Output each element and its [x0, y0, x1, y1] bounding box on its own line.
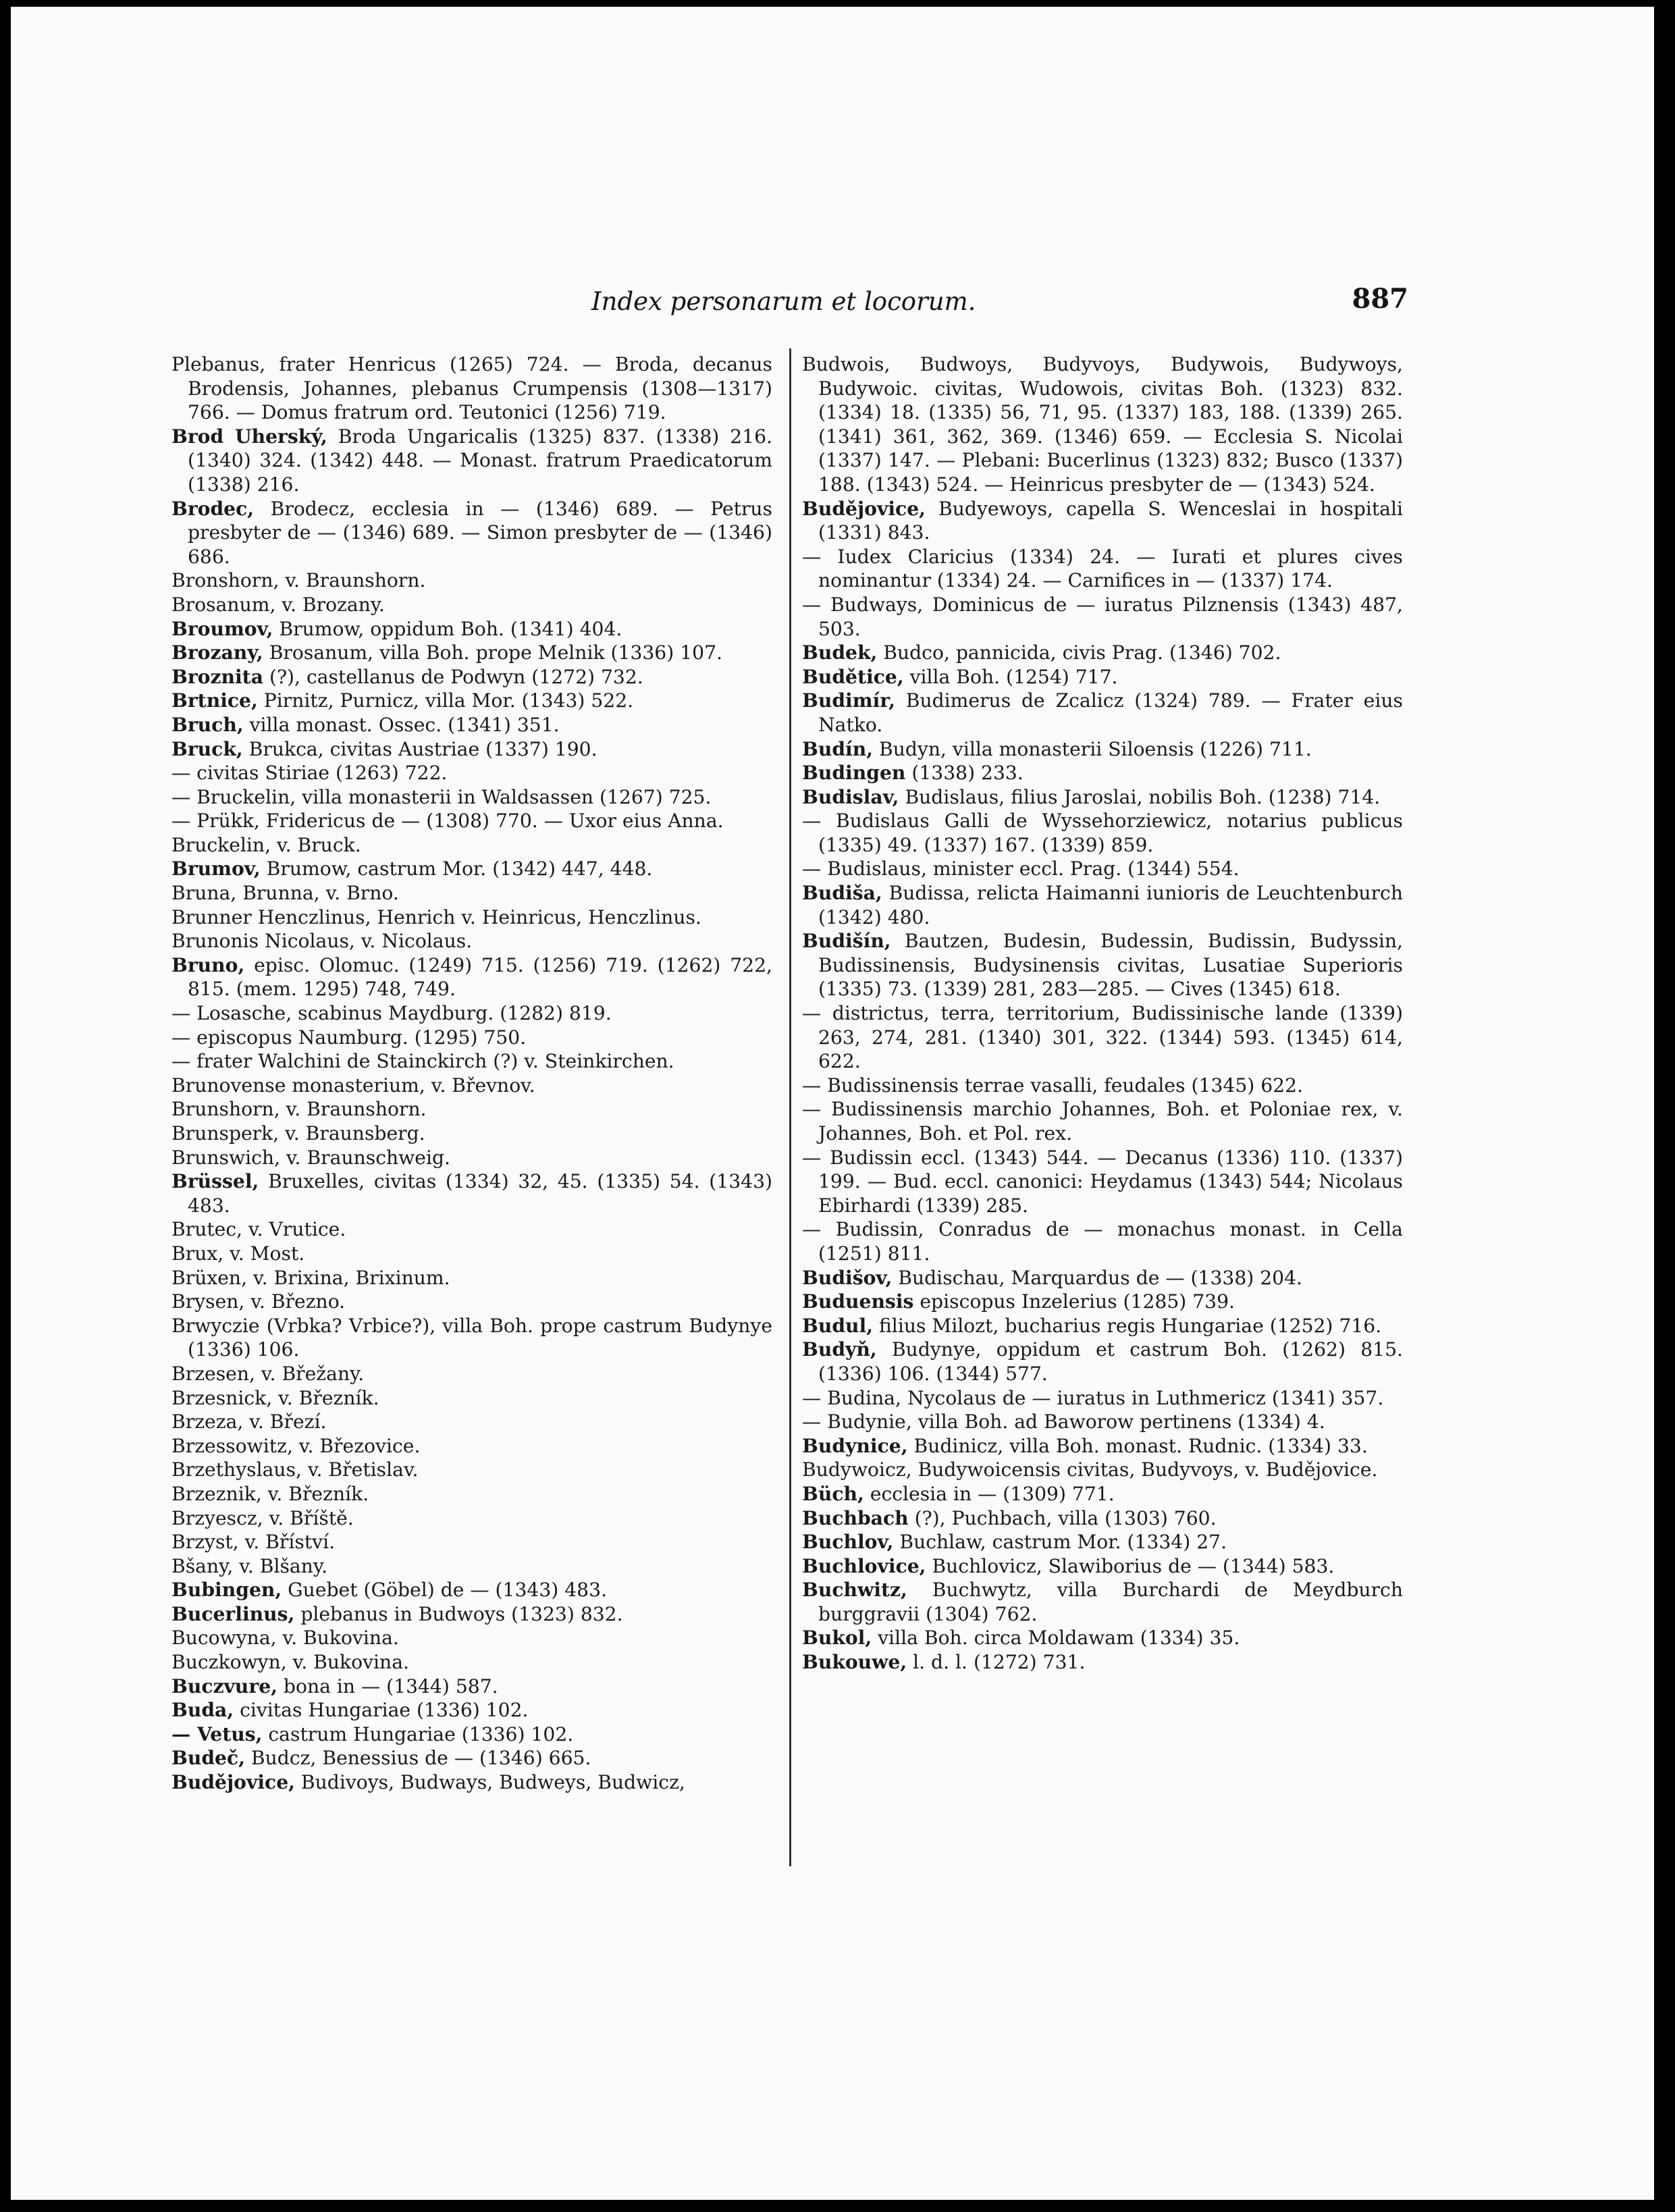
entry-headword: Bukouwe,	[802, 1651, 907, 1674]
index-entry	[802, 497, 1403, 545]
entry-text: villa Boh. (1254) 717.	[903, 665, 1118, 688]
index-entry	[171, 905, 772, 930]
entry-text: Brzeza, v. Březí.	[171, 1411, 327, 1433]
index-entry	[171, 497, 772, 569]
index-entry	[171, 1169, 772, 1217]
entry-headword: Budyň,	[802, 1338, 877, 1361]
entry-text: plebanus in Budwoys (1323) 832.	[294, 1602, 623, 1625]
entry-headword: — Vetus,	[171, 1722, 263, 1745]
index-entry	[802, 665, 1403, 689]
index-entry	[171, 1434, 772, 1458]
entry-headword: Budul,	[802, 1314, 874, 1337]
entry-text: Budywoicz, Budywoicensis civitas, Budyvoys, v. Budějovice.	[802, 1458, 1378, 1481]
entry-text: Buczkowyn, v. Bukovina.	[171, 1651, 409, 1674]
document-page	[11, 7, 1654, 2200]
index-entry	[171, 809, 772, 833]
entry-text: — Budissinensis terrae vasalli, feudales (1345) 622.	[802, 1074, 1303, 1097]
entry-text: Brosanum, villa Boh. prope Melnik (1336) 107.	[263, 641, 722, 664]
index-entry	[171, 1290, 772, 1314]
entry-text: Brunswich, v. Braunschweig.	[171, 1146, 450, 1169]
index-entry	[171, 1650, 772, 1675]
index-entry	[802, 737, 1403, 762]
index-entry	[171, 617, 772, 641]
index-entry	[802, 689, 1403, 737]
index-entry	[171, 1482, 772, 1506]
entry-text: — Budissin eccl. (1343) 544. — Decanus (1336) 110. (1337) 199. — Bud. eccl. canonici: Heydamus (1343) 544; Nicolaus Ebirhardi (1339) 285.	[802, 1146, 1403, 1217]
index-entry	[802, 1001, 1403, 1074]
index-entry	[802, 929, 1403, 1001]
entry-text: (?), castellanus de Podwyn (1272) 732.	[263, 665, 643, 688]
entry-text: Brunonis Nicolaus, v. Nicolaus.	[171, 930, 473, 953]
entry-headword: Brod Uherský,	[171, 425, 327, 448]
index-entry	[171, 1698, 772, 1722]
entry-text: Plebanus, frater Henricus (1265) 724. — Broda, decanus Brodensis, Johannes, plebanus Crumpensis (1308—1317) 766. — Domus fratrum ord. Teutonici (1256) 719.	[171, 353, 772, 424]
entry-headword: Bruck,	[171, 737, 243, 760]
entry-text: ecclesia in — (1309) 771.	[863, 1482, 1115, 1505]
entry-headword: Brüssel,	[171, 1170, 259, 1193]
index-entry	[802, 1386, 1403, 1411]
entry-headword: Broznita	[171, 665, 263, 688]
index-entry	[171, 713, 772, 737]
index-entry	[802, 1554, 1403, 1579]
entry-text: Buchlovicz, Slawiborius de — (1344) 583.	[926, 1554, 1335, 1577]
entry-headword: Brtnice,	[171, 689, 258, 712]
index-entry	[802, 641, 1403, 665]
entry-text: Brunshorn, v. Braunshorn.	[171, 1098, 427, 1121]
index-entry	[171, 785, 772, 810]
entry-text: — Iudex Claricius (1334) 24. — Iurati et plures cives nominantur (1334) 24. — Carnifices in — (1337) 174.	[802, 545, 1403, 592]
entry-text: Budissa, relicta Haimanni iunioris de Leuchtenburch (1342) 480.	[818, 882, 1403, 928]
entry-headword: Budějovice,	[171, 1771, 295, 1794]
entry-headword: Buchlov,	[802, 1531, 894, 1554]
entry-text: Guebet (Göbel) de — (1343) 483.	[282, 1579, 607, 1602]
index-entry	[171, 1675, 772, 1699]
entry-text: — Budways, Dominicus de — iuratus Pilznensis (1343) 487, 503.	[802, 593, 1403, 640]
entry-text: (1338) 233.	[905, 762, 1023, 785]
entry-headword: Bruch,	[171, 713, 244, 736]
entry-text: (?), Puchbach, villa (1303) 760.	[908, 1506, 1217, 1529]
entry-headword: Buda,	[171, 1699, 234, 1722]
entry-text: Brutec, v. Vrutice.	[171, 1218, 346, 1241]
index-entry	[802, 1266, 1403, 1290]
entry-text: Brysen, v. Březno.	[171, 1290, 346, 1313]
entry-text: Brzyst, v. Bříství.	[171, 1531, 336, 1554]
entry-headword: Budislav,	[802, 785, 899, 808]
entry-text: episc. Olomuc. (1249) 715. (1256) 719. (1262) 722, 815. (mem. 1295) 748, 749.	[188, 953, 772, 1001]
index-entry	[171, 1458, 772, 1482]
entry-text: — Budislaus, minister eccl. Prag. (1344) 554.	[802, 858, 1240, 880]
entry-text: Brukca, civitas Austriae (1337) 190.	[242, 737, 597, 760]
index-entry	[802, 761, 1403, 785]
index-entry	[171, 593, 772, 617]
index-entry	[802, 1482, 1403, 1506]
entry-text: — Prükk, Fridericus de — (1308) 770. — Uxor eius Anna.	[171, 810, 724, 833]
entry-text: Budyewoys, capella S. Wenceslai in hospitali (1331) 843.	[818, 497, 1403, 544]
entry-headword: Bukol,	[802, 1627, 872, 1650]
entry-text: Brzesnick, v. Březník.	[171, 1386, 379, 1409]
running-title: Index personarum et locorum.	[591, 287, 976, 316]
entry-text: — frater Walchini de Stainckirch (?) v. Steinkirchen.	[171, 1050, 674, 1073]
entry-text: Brux, v. Most.	[171, 1242, 305, 1265]
entry-text: Budimerus de Zcalicz (1324) 789. — Frater eius Natko.	[818, 689, 1403, 736]
entry-text: — Budissinensis marchio Johannes, Boh. et Poloniae rex, v. Johannes, Boh. et Pol. rex.	[802, 1098, 1403, 1144]
entry-text: Bautzen, Budesin, Budessin, Budissin, Budyssin, Budissinensis, Budysinensis civitas, Lusatiae Superioris (1335) 73. (1339) 281, 283—285. — Cives (1345) 618.	[818, 930, 1403, 1001]
entry-headword: Büch,	[802, 1482, 864, 1505]
entry-text: — Budynie, villa Boh. ad Baworow pertinens (1334) 4.	[802, 1411, 1325, 1433]
index-entry	[802, 1314, 1403, 1338]
index-entry	[171, 737, 772, 762]
index-entry	[171, 929, 772, 953]
index-entry	[802, 352, 1403, 497]
index-entry	[171, 665, 772, 689]
entry-text: civitas Hungariae (1336) 102.	[234, 1699, 529, 1722]
index-entry	[171, 1122, 772, 1146]
entry-text: Brumow, castrum Mor. (1342) 447, 448.	[260, 858, 653, 880]
index-entry	[171, 1314, 772, 1362]
entry-text: — episcopus Naumburg. (1295) 750.	[171, 1026, 527, 1049]
index-entry	[802, 1434, 1403, 1458]
entry-text: Buchwytz, villa Burchardi de Meydburch burggravii (1304) 762.	[818, 1579, 1403, 1625]
index-entry	[171, 689, 772, 713]
entry-headword: Budějovice,	[802, 497, 926, 520]
entry-text: castrum Hungariae (1336) 102.	[262, 1722, 574, 1745]
index-entry	[802, 809, 1403, 857]
entry-text: Buchlaw, castrum Mor. (1334) 27.	[893, 1531, 1227, 1554]
entry-text: episcopus Inzelerius (1285) 739.	[913, 1290, 1235, 1313]
entry-text: — Bruckelin, villa monasterii in Waldsassen (1267) 725.	[171, 785, 712, 808]
entry-headword: Budiša,	[802, 882, 882, 905]
entry-text: Bucowyna, v. Bukovina.	[171, 1627, 399, 1650]
index-entry	[802, 1530, 1403, 1554]
entry-headword: Buczvure,	[171, 1675, 277, 1697]
entry-text: Brwyczie (Vrbka? Vrbice?), villa Boh. prope castrum Budynye (1336) 106.	[171, 1314, 772, 1361]
index-entry	[802, 881, 1403, 929]
entry-text: Budynye, oppidum et castrum Boh. (1262) 815. (1336) 106. (1344) 577.	[818, 1338, 1403, 1385]
index-entry	[802, 857, 1403, 881]
entry-headword: Buchwitz,	[802, 1579, 907, 1602]
entry-headword: Bruno,	[171, 953, 245, 976]
entry-headword: Budek,	[802, 641, 878, 664]
index-entry	[171, 881, 772, 905]
index-entry	[802, 1458, 1403, 1482]
entry-text: Bronshorn, v. Braunshorn.	[171, 569, 426, 592]
entry-text: Budcz, Benessius de — (1346) 665.	[244, 1747, 591, 1770]
index-entry	[171, 1386, 772, 1411]
index-entry	[802, 593, 1403, 641]
entry-text: Budco, pannicida, civis Prag. (1346) 702.	[877, 641, 1281, 664]
index-entry	[171, 833, 772, 858]
entry-headword: Buchbach	[802, 1506, 909, 1529]
index-entry	[171, 1217, 772, 1242]
index-entry	[171, 1770, 772, 1795]
index-entry	[171, 953, 772, 1001]
index-entry	[171, 1602, 772, 1627]
entry-headword: Buchlovice,	[802, 1554, 926, 1577]
entry-headword: Budeč,	[171, 1747, 245, 1770]
entry-text: Brumow, oppidum Boh. (1341) 404.	[273, 617, 622, 640]
entry-text: — Budislaus Galli de Wyssehorziewicz, notarius publicus (1335) 49. (1337) 167. (1339) 859.	[802, 810, 1403, 856]
page-header	[591, 283, 1408, 327]
entry-headword: Budimír,	[802, 689, 895, 712]
index-entry	[171, 1049, 772, 1074]
entry-text: Brunsperk, v. Braunsberg.	[171, 1122, 425, 1144]
entry-text: Brzeznik, v. Březník.	[171, 1482, 369, 1505]
index-column-right	[802, 352, 1403, 1675]
index-entry	[802, 1410, 1403, 1434]
entry-text: Brzesen, v. Břežany.	[171, 1362, 365, 1385]
index-column-left	[171, 352, 772, 1795]
index-entry	[171, 425, 772, 497]
index-entry	[171, 1410, 772, 1434]
index-entry	[171, 1026, 772, 1050]
index-entry	[171, 1626, 772, 1650]
index-entry	[802, 1338, 1403, 1386]
entry-text: Budinicz, villa Boh. monast. Rudnic. (1334) 33.	[907, 1434, 1368, 1457]
index-entry	[171, 761, 772, 785]
entry-headword: Budín,	[802, 737, 874, 760]
index-entry	[171, 1146, 772, 1170]
index-entry	[171, 1578, 772, 1602]
entry-headword: Buduensis	[802, 1290, 914, 1313]
index-entry	[171, 1242, 772, 1266]
index-entry	[171, 1362, 772, 1386]
entry-headword: Budišov,	[802, 1266, 893, 1289]
entry-text: Pirnitz, Purnicz, villa Mor. (1343) 522.	[257, 689, 634, 712]
entry-headword: Brodec,	[171, 497, 255, 520]
index-entry	[171, 1266, 772, 1290]
index-entry	[802, 1146, 1403, 1218]
index-entry	[802, 1074, 1403, 1098]
index-entry	[171, 352, 772, 425]
index-entry	[802, 545, 1403, 593]
index-entry	[171, 1530, 772, 1554]
index-entry	[171, 1722, 772, 1747]
index-entry	[171, 1074, 772, 1098]
entry-text: Brzethyslaus, v. Břetislav.	[171, 1458, 419, 1481]
entry-text: Budislaus, filius Jaroslai, nobilis Boh. (1238) 714.	[899, 785, 1381, 808]
index-entry	[802, 1290, 1403, 1314]
entry-text: l. d. l. (1272) 731.	[907, 1651, 1086, 1674]
index-entry	[171, 641, 772, 665]
index-entry	[171, 857, 772, 881]
entry-text: Budivoys, Budways, Budweys, Budwicz,	[294, 1771, 685, 1794]
index-entry	[802, 1217, 1403, 1265]
entry-text: villa Boh. circa Moldawam (1334) 35.	[872, 1627, 1240, 1650]
entry-text: filius Milozt, bucharius regis Hungariae (1252) 716.	[873, 1314, 1382, 1337]
entry-text: — Losasche, scabinus Maydburg. (1282) 819.	[171, 1002, 612, 1025]
entry-text: Bruxelles, civitas (1334) 32, 45. (1335) 54. (1343) 483.	[188, 1170, 772, 1217]
entry-text: Budwois, Budwoys, Budyvoys, Budywois, Budywoys, Budywoic. civitas, Wudowois, civitas Boh. (1323) 832. (1334) 18. (1335) 56, 71, 95. (1337) 183, 188. (1339) 265. (1341) 361, 362, 369. (1346) 659. — Ecclesia S. Nicolai (1337) 147. — Plebani: Bucerlinus (1323) 832; Busco (1337) 188. (1343) 524. — Heinricus presbyter de — (1343) 524.	[802, 353, 1403, 496]
entry-text: Bšany, v. Blšany.	[171, 1554, 328, 1577]
index-entry	[171, 1506, 772, 1531]
entry-text: — Budissin, Conradus de — monachus monast. in Cella (1251) 811.	[802, 1218, 1403, 1265]
entry-text: Broda Ungaricalis (1325) 837. (1338) 216. (1340) 324. (1342) 448. — Monast. fratrum Praedicatorum (1338) 216.	[188, 425, 772, 496]
index-entry	[171, 1097, 772, 1122]
entry-text: Brunner Henczlinus, Henrich v. Heinricus, Henczlinus.	[171, 905, 701, 928]
entry-text: — Budina, Nycolaus de — iuratus in Luthmericz (1341) 357.	[802, 1386, 1384, 1409]
entry-headword: Budišín,	[802, 930, 891, 953]
entry-headword: Broumov,	[171, 617, 273, 640]
index-entry	[802, 1626, 1403, 1650]
entry-text: — civitas Stiriae (1263) 722.	[171, 762, 448, 785]
entry-text: Bruckelin, v. Bruck.	[171, 833, 361, 856]
entry-headword: Bucerlinus,	[171, 1602, 295, 1625]
entry-headword: Budingen	[802, 762, 906, 785]
entry-headword: Brozany,	[171, 641, 263, 664]
entry-text: Brüxen, v. Brixina, Brixinum.	[171, 1266, 450, 1289]
entry-headword: Bubingen,	[171, 1579, 282, 1602]
page-number: 887	[1352, 283, 1408, 315]
entry-text: Brodecz, ecclesia in — (1346) 689. — Petrus presbyter de — (1346) 689. — Simon presbyter de — (1346) 686.	[188, 497, 772, 568]
entry-text: bona in — (1344) 587.	[277, 1675, 498, 1697]
index-entry	[171, 1554, 772, 1579]
index-entry	[171, 569, 772, 593]
index-entry	[802, 1097, 1403, 1145]
index-entry	[171, 1746, 772, 1770]
entry-headword: Brumov,	[171, 858, 261, 880]
entry-headword: Budynice,	[802, 1434, 908, 1457]
entry-text: Brunovense monasterium, v. Břevnov.	[171, 1074, 535, 1097]
index-entry	[802, 1650, 1403, 1675]
index-entry	[802, 1506, 1403, 1531]
entry-text: Brzessowitz, v. Březovice.	[171, 1434, 421, 1457]
index-entry	[802, 1578, 1403, 1626]
index-entry	[802, 785, 1403, 810]
entry-headword: Budětice,	[802, 665, 904, 688]
entry-text: Bruna, Brunna, v. Brno.	[171, 882, 399, 905]
index-entry	[171, 1001, 772, 1026]
entry-text: Brzyescz, v. Bříště.	[171, 1506, 354, 1529]
entry-text: — districtus, terra, territorium, Budissinische lande (1339) 263, 274, 281. (1340) 301, 322. (1344) 593. (1345) 614, 622.	[802, 1002, 1403, 1073]
entry-text: Brosanum, v. Brozany.	[171, 593, 385, 616]
entry-text: Budischau, Marquardus de — (1338) 204.	[892, 1266, 1303, 1289]
entry-text: Budyn, villa monasterii Siloensis (1226) 711.	[873, 737, 1312, 760]
entry-text: villa monast. Ossec. (1341) 351.	[243, 713, 560, 736]
column-divider	[789, 348, 791, 1866]
